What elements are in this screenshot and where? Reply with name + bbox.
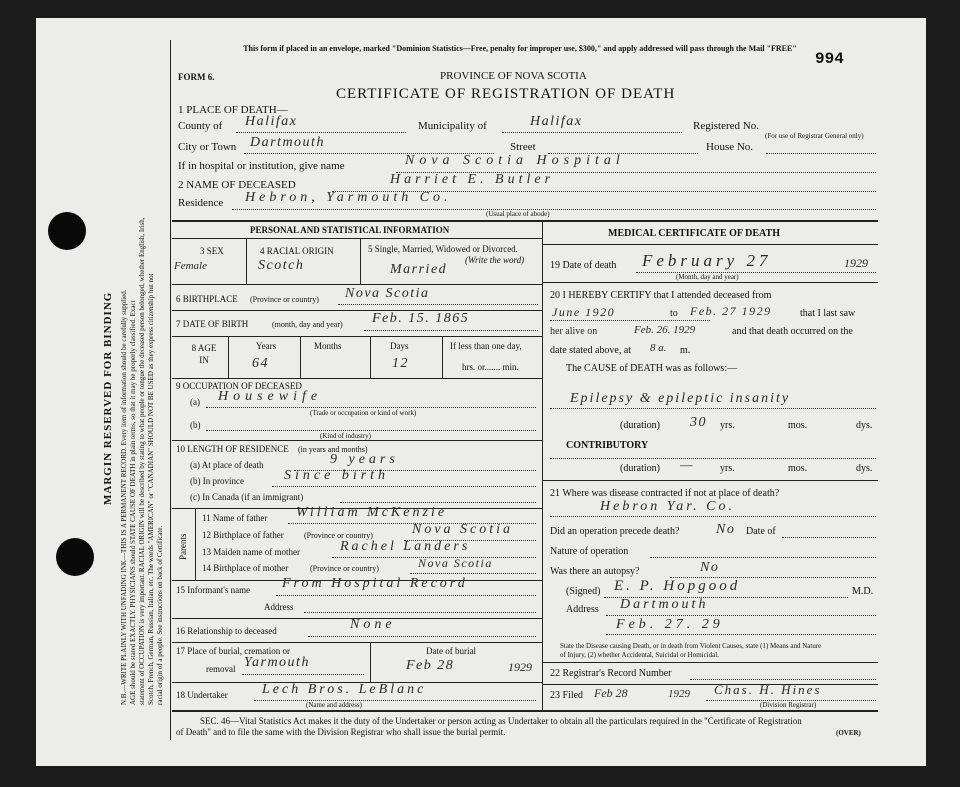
age-divider-1 bbox=[228, 336, 229, 378]
marital-value: Married bbox=[390, 262, 448, 277]
row-rule-9 bbox=[172, 440, 542, 441]
undertaker-line bbox=[254, 700, 536, 701]
date-of-death-note: (Month, day and year) bbox=[676, 273, 739, 281]
hospital-value: Nova Scotia Hospital bbox=[405, 153, 625, 168]
duration-mos: mos. bbox=[788, 420, 808, 431]
racial-divider bbox=[360, 238, 361, 284]
from-value: June 1920 bbox=[552, 305, 616, 319]
contracted-value: Hebron Yar. Co. bbox=[600, 499, 735, 514]
date-of-death-label: 19 Date of death bbox=[550, 260, 617, 271]
months-label: Months bbox=[314, 341, 342, 351]
div-reg-note: (Division Registrar) bbox=[760, 701, 817, 709]
in-province-line bbox=[272, 486, 536, 487]
city-label: City or Town bbox=[178, 141, 237, 153]
at-place-label: (a) At place of death bbox=[190, 460, 264, 470]
md-label: M.D. bbox=[852, 586, 874, 597]
time-m: m. bbox=[680, 345, 691, 356]
nature-label: Nature of operation bbox=[550, 546, 629, 557]
operation-label: Did an operation precede death? bbox=[550, 526, 680, 537]
state-note-1: State the Disease causing Death, or in death from Violent Causes, state (1) Means and Nature bbox=[560, 642, 822, 650]
occupation-value: Housewife bbox=[218, 389, 323, 404]
row-rule-3 bbox=[172, 284, 542, 285]
margin-note-2: AGE should be stated EXACTLY. PHYSICIANS should STATE CAUSE OF DEATH in plain terms, so that it may be properly classified. Exact bbox=[129, 300, 137, 705]
filed-year: 1929 bbox=[668, 688, 690, 700]
margin-reserved: MARGIN RESERVED FOR BINDING bbox=[102, 291, 114, 505]
last-saw: that I last saw bbox=[800, 308, 856, 319]
cause-label: The CAUSE of DEATH was as follows:— bbox=[566, 363, 738, 374]
certificate-title: CERTIFICATE OF REGISTRATION OF DEATH bbox=[336, 86, 676, 102]
removal-label: removal bbox=[206, 664, 236, 674]
in-canada-line bbox=[340, 502, 536, 503]
contrib-duration-label: (duration) bbox=[620, 463, 660, 474]
from-line bbox=[550, 320, 710, 321]
informant-address-label: Address bbox=[264, 602, 294, 612]
days-value: 12 bbox=[392, 356, 409, 371]
relationship-value: None bbox=[350, 617, 396, 632]
autopsy-label: Was there an autopsy? bbox=[550, 566, 640, 577]
dob-line bbox=[364, 330, 538, 331]
city-value: Dartmouth bbox=[250, 135, 325, 150]
margin-note-4: Scotch, French, German, Russian, Italian, etc. The words "AMERICAN" or "CANADIAN" SHOULD NOT BE USED as they express citizenship but not bbox=[147, 273, 155, 705]
racial-value: Scotch bbox=[258, 258, 305, 273]
place-of-death-heading: 1 PLACE OF DEATH— bbox=[178, 104, 288, 116]
div-reg-value: Chas. H. Hines bbox=[714, 682, 822, 697]
med-address-line bbox=[606, 615, 876, 616]
footer-text-2: of Death" and to file the same with the Division Registrar who shall issue the burial permit. bbox=[176, 727, 506, 737]
row-rule-8 bbox=[172, 378, 542, 379]
birthplace-label: 6 BIRTHPLACE bbox=[176, 294, 238, 304]
contrib-yrs: yrs. bbox=[720, 463, 735, 474]
father-birthplace-note: (Province or country) bbox=[304, 531, 373, 540]
cause-value: Epilepsy & epileptic insanity bbox=[570, 391, 791, 406]
punch-hole-bottom bbox=[56, 538, 94, 576]
occupation-label: 9 OCCUPATION OF DECEASED bbox=[176, 381, 302, 391]
province-label: PROVINCE OF NOVA SCOTIA bbox=[440, 70, 587, 82]
municipality-line bbox=[502, 132, 682, 133]
county-label: County of bbox=[178, 120, 223, 132]
op-date-label: Date of bbox=[746, 526, 776, 537]
sex-divider bbox=[246, 238, 247, 284]
medical-header-rule bbox=[542, 244, 878, 245]
duration-value: 30 bbox=[690, 415, 707, 430]
residence-value: Hebron, Yarmouth Co. bbox=[245, 190, 452, 205]
birthplace-line bbox=[338, 304, 538, 305]
mother-birthplace-note: (Province or country) bbox=[310, 564, 379, 573]
years-value: 64 bbox=[252, 356, 269, 371]
mother-birthplace-line bbox=[410, 573, 536, 574]
row-rule-21 bbox=[542, 662, 878, 663]
age-divider-4 bbox=[442, 336, 443, 378]
registrar-note: (For use of Registrar General only) bbox=[765, 132, 864, 140]
age-divider-2 bbox=[300, 336, 301, 378]
med-date-line bbox=[606, 634, 876, 635]
footer-text-1: SEC. 46—Vital Statistics Act makes it the duty of the Undertaker or person acting as Undertaker to obtain all the particulars required in the "Certificate of Registration bbox=[200, 716, 802, 726]
occ-b: (b) bbox=[190, 420, 201, 430]
burial-date-label: Date of burial bbox=[426, 646, 476, 656]
age-divider-3 bbox=[370, 336, 371, 378]
years-label: Years bbox=[256, 341, 277, 351]
reg-record-label: 22 Registrar's Record Number bbox=[550, 668, 672, 679]
dob-value: Feb. 15. 1865 bbox=[372, 311, 470, 326]
certify-label: 20 I HEREBY CERTIFY that I attended deceased from bbox=[550, 290, 772, 301]
occ-a: (a) bbox=[190, 397, 200, 407]
abode-note: (Usual place of abode) bbox=[486, 210, 550, 218]
house-label: House No. bbox=[706, 141, 754, 153]
personal-header: PERSONAL AND STATISTICAL INFORMATION bbox=[250, 225, 450, 235]
removal-line bbox=[242, 674, 364, 675]
form-left-border bbox=[170, 40, 171, 740]
hospital-label: If in hospital or institution, give name bbox=[178, 160, 345, 172]
in-province-value: Since birth bbox=[284, 468, 390, 483]
parents-divider bbox=[195, 508, 196, 580]
at-place-value: 9 years bbox=[330, 452, 399, 467]
birthplace-note: (Province or country) bbox=[250, 295, 319, 304]
margin-note-3: statement of OCCUPATION is very important. RACIAL ORIGIN will be described by stating to what people or tongue the deceased person belonged, whether English, Irish, bbox=[138, 217, 146, 705]
operation-value: No bbox=[716, 522, 736, 537]
row-rule-19 bbox=[542, 282, 878, 283]
contrib-duration-value: — bbox=[680, 458, 694, 473]
alive-value: Feb. 26. 1929 bbox=[634, 324, 696, 336]
time-value: 8 a. bbox=[650, 342, 667, 354]
dob-note: (month, day and year) bbox=[272, 320, 343, 329]
parents-label: Parents bbox=[178, 533, 188, 560]
state-note-2: of Injury, (2) whether Accidental, Suicidal or Homicidal. bbox=[560, 651, 719, 659]
duration-label: (duration) bbox=[620, 420, 660, 431]
row-rule-6 bbox=[172, 310, 542, 311]
mother-birthplace-label: 14 Birthplace of mother bbox=[202, 563, 289, 573]
autopsy-value: No bbox=[700, 560, 720, 575]
occ-line bbox=[206, 407, 536, 408]
contrib-dys: dys. bbox=[856, 463, 873, 474]
father-birthplace-label: 12 Birthplace of father bbox=[202, 530, 284, 540]
industry-line bbox=[206, 430, 536, 431]
less-than-day: If less than one day, bbox=[450, 341, 522, 351]
margin-note-5: racial origin of a people. See instructions on back of Certificate. bbox=[156, 525, 164, 705]
filed-label: 23 Filed bbox=[550, 690, 584, 701]
column-divider bbox=[542, 222, 543, 712]
relationship-label: 16 Relationship to deceased bbox=[176, 626, 277, 636]
undertaker-label: 18 Undertaker bbox=[176, 690, 228, 700]
med-address-label: Address bbox=[566, 604, 599, 615]
cause-line bbox=[550, 408, 876, 409]
in-province-label: (b) In province bbox=[190, 476, 244, 486]
marital-label: 5 Single, Married, Widowed or Divorced. bbox=[368, 244, 518, 254]
removal-value: Yarmouth bbox=[244, 655, 310, 670]
row-rule-22 bbox=[542, 684, 878, 685]
deceased-name-label: 2 NAME OF DECEASED bbox=[178, 179, 296, 191]
residence-length-label: 10 LENGTH OF RESIDENCE bbox=[176, 444, 289, 454]
informant-label: 15 Informant's name bbox=[176, 585, 251, 595]
envelope-notice: This form if placed in an envelope, marked "Dominion Statistics—Free, penalty for improper use, $300," and apply addressed will pass through the Mail "FREE" bbox=[243, 44, 797, 53]
duration-dys: dys. bbox=[856, 420, 873, 431]
sex-label: 3 SEX bbox=[200, 246, 224, 256]
registered-label: Registered No. bbox=[693, 120, 759, 132]
reg-record-line bbox=[690, 679, 876, 680]
residence-line bbox=[232, 209, 876, 210]
signed-value: E. P. Hopgood bbox=[614, 578, 741, 594]
residence-label: Residence bbox=[178, 197, 224, 209]
racial-label: 4 RACIAL ORIGIN bbox=[260, 246, 334, 256]
hrs-min: hrs. or....... min. bbox=[462, 362, 519, 372]
contrib-mos: mos. bbox=[788, 463, 808, 474]
nature-line bbox=[650, 557, 876, 558]
in-canada-label: (c) In Canada (if an immigrant) bbox=[190, 492, 304, 502]
sex-value: Female bbox=[174, 260, 207, 272]
alive-prefix: her alive on bbox=[550, 326, 598, 337]
date-stated: date stated above, at bbox=[550, 345, 632, 356]
row-rule-20 bbox=[542, 480, 878, 481]
birthplace-value: Nova Scotia bbox=[345, 286, 430, 301]
med-date-value: Feb. 27. 29 bbox=[616, 617, 724, 632]
county-value: Halifax bbox=[245, 114, 298, 129]
father-name-value: William McKenzie bbox=[296, 505, 448, 520]
father-name-label: 11 Name of father bbox=[202, 513, 268, 523]
name-address-note: (Name and address) bbox=[306, 701, 362, 709]
municipality-label: Municipality of bbox=[418, 120, 487, 132]
op-date-line bbox=[782, 537, 876, 538]
contracted-line bbox=[550, 516, 876, 517]
margin-note-1: N.B.—WRITE PLAINLY WITH UNFADING INK—THIS IS A PERMANENT RECORD. Every item of information should be carefully supplied. bbox=[120, 289, 128, 705]
footer-over: (OVER) bbox=[836, 729, 861, 737]
mother-maiden-value: Rachel Landers bbox=[340, 539, 471, 554]
date-of-death-year: 1929 bbox=[844, 256, 868, 270]
personal-header-rule bbox=[172, 238, 542, 239]
mother-birthplace-value: Nova Scotia bbox=[418, 556, 493, 570]
medical-header: MEDICAL CERTIFICATE OF DEATH bbox=[608, 228, 780, 239]
filed-value: Feb 28 bbox=[594, 686, 628, 700]
house-line bbox=[766, 153, 876, 154]
deceased-name-value: Harriet E. Butler bbox=[390, 172, 555, 187]
municipality-value: Halifax bbox=[530, 114, 583, 129]
duration-yrs: yrs. bbox=[720, 420, 735, 431]
contracted-label: 21 Where was disease contracted if not at place of death? bbox=[550, 488, 780, 499]
burial-divider bbox=[370, 642, 371, 682]
med-address-value: Dartmouth bbox=[620, 597, 709, 612]
signed-label: (Signed) bbox=[566, 586, 601, 597]
contributory-line bbox=[550, 458, 876, 459]
table-top-rule bbox=[172, 220, 878, 222]
alive-suffix: and that death occurred on the bbox=[732, 326, 853, 337]
to-label: to bbox=[670, 308, 678, 319]
father-birthplace-value: Nova Scotia bbox=[412, 522, 514, 537]
burial-date-value: Feb 28 bbox=[406, 658, 455, 673]
burial-year: 1929 bbox=[508, 660, 532, 674]
contributory-label: CONTRIBUTORY bbox=[566, 440, 649, 451]
punch-hole-top bbox=[48, 212, 86, 250]
date-of-death-line bbox=[636, 272, 876, 273]
table-bottom-rule bbox=[172, 710, 878, 712]
informant-value: From Hospital Record bbox=[282, 576, 468, 591]
undertaker-value: Lech Bros. LeBlanc bbox=[262, 682, 427, 697]
date-of-death-value: February 27 bbox=[642, 251, 772, 270]
row-rule-16 bbox=[172, 642, 542, 643]
informant-line bbox=[276, 595, 536, 596]
county-line bbox=[236, 132, 406, 133]
to-value: Feb. 27 1929 bbox=[690, 304, 772, 318]
residence-length-note: (in years and months) bbox=[298, 445, 368, 454]
days-label: Days bbox=[390, 341, 409, 351]
relationship-line bbox=[308, 636, 536, 637]
certificate-number: 994 bbox=[815, 50, 844, 68]
age-label: 8 AGE IN bbox=[191, 343, 217, 365]
form-number: FORM 6. bbox=[178, 72, 215, 82]
mother-maiden-label: 13 Maiden name of mother bbox=[202, 547, 300, 557]
street-label: Street bbox=[510, 141, 536, 153]
dob-label: 7 DATE OF BIRTH bbox=[176, 319, 249, 329]
occ-note: (Trade or occupation or kind of work) bbox=[310, 409, 417, 417]
burial-label: 17 Place of burial, cremation or bbox=[176, 646, 290, 656]
informant-address-line bbox=[304, 612, 536, 613]
marital-note: (Write the word) bbox=[465, 255, 525, 265]
industry-note: (Kind of industry) bbox=[320, 432, 371, 440]
